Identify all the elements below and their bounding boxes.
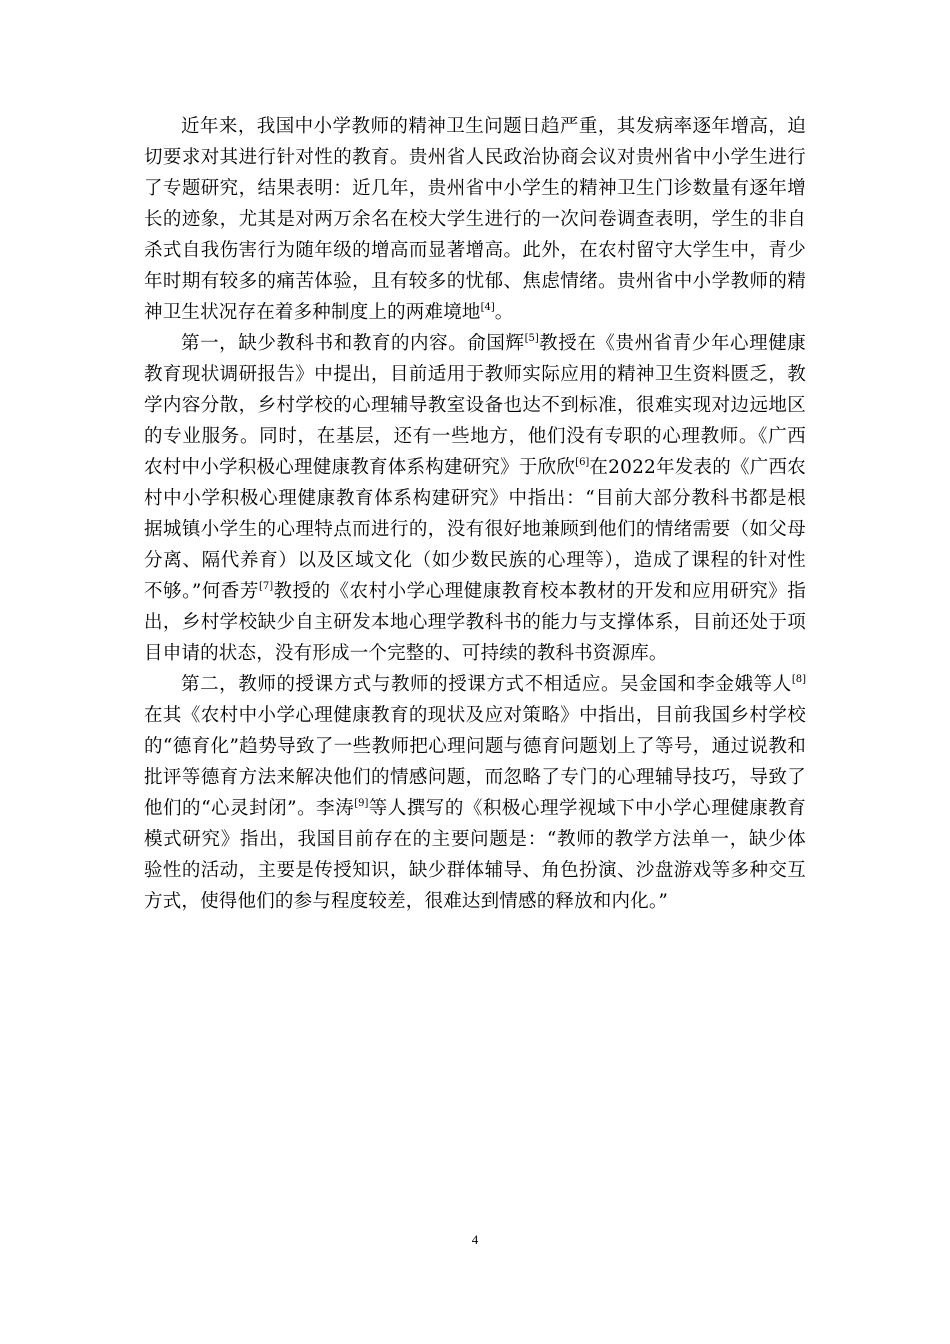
citation-superscript: [9]: [354, 798, 369, 809]
paragraph-text: 近年来，我国中小学教师的精神卫生问题日趋严重，其发病率逐年增高，迫切要求对其进行针对性的教育。贵州省人民政治协商会议对贵州省中小学生进行了专题研究，结果表明：近几年，贵州省中小学生的精神卫生门诊数量有逐年增长的迹象，尤其是对两万余名在校大学生进行的一次问卷调查表明，学生的非自杀式自我伤害行为随年级的增高而显著增高。此外，在农村留守大学生中，青少年时期有较多的痛苦体验，且有较多的忧郁、焦虑情绪。贵州省中小学教师的精神卫生状况存在着多种制度上的两难境地: [144, 116, 806, 323]
paragraph-text: 第二，教师的授课方式与教师的授课方式不相适应。吴金国和李金娥等人: [181, 674, 792, 695]
paragraph-first-point: [144, 328, 806, 669]
paragraph-text: 教授在《贵州省青少年心理健康教育现状调研报告》中提出，目前适用于教师实际应用的精神卫生资料匮乏，教学内容分散，乡村学校的心理辅导教室设备也达不到标准，很难实现对边远地区的专业服务。同时，在基层，还有一些地方，他们没有专职的心理教师。《广西农村中小学积极心理健康教育体系构建研究》于欣欣: [144, 333, 806, 478]
paragraph-text: 在其《农村中小学心理健康教育的现状及应对策略》中指出，目前我国乡村学校的“德育化”趋势导致了一些教师把心理问题与德育问题划上了等号，通过说教和批评等德育方法来解决他们的情感问题，而忽略了专门的心理辅导技巧，导致了他们的“心灵封闭”。李涛: [144, 705, 806, 819]
paragraph-text: 等人撰写的《积极心理学视域下中小学心理健康教育模式研究》指出，我国目前存在的主要问题是：“教师的教学方法单一，缺少体验性的活动，主要是传授知识，缺少群体辅导、角色扮演、沙盘游戏等多种交互方式，使得他们的参与程度较差，很难达到情感的释放和内化。”: [144, 798, 806, 912]
page-number: 4: [471, 1232, 479, 1247]
citation-superscript: [8]: [791, 674, 806, 685]
paragraph-text: 第一，缺少教科书和教育的内容。俞国辉: [181, 333, 525, 354]
paragraph-text: 教授的《农村小学心理健康教育校本教材的开发和应用研究》指出，乡村学校缺少自主研发本地心理学教科书的能力与支撑体系，目前还处于项目申请的状态，没有形成一个完整的、可持续的教科书资源库。: [144, 581, 806, 664]
paragraph-text: 。: [494, 302, 514, 323]
citation-superscript: [5]: [524, 333, 539, 344]
citation-superscript: [4]: [480, 302, 495, 313]
citation-superscript: [6]: [575, 457, 590, 468]
citation-superscript: [7]: [258, 581, 274, 592]
paragraph-text: 在2022年发表的《广西农村中小学积极心理健康教育体系构建研究》中指出：“目前大部分教科书都是根据城镇小学生的心理特点而进行的，没有很好地兼顾到他们的情绪需要（如父母分离、隔代养育）以及区域文化（如少数民族的心理等），造成了课程的针对性不够。”何香芳: [144, 457, 806, 602]
document-page: [144, 111, 806, 917]
paragraph-second-point: [144, 669, 806, 917]
paragraph-intro: [144, 111, 806, 328]
